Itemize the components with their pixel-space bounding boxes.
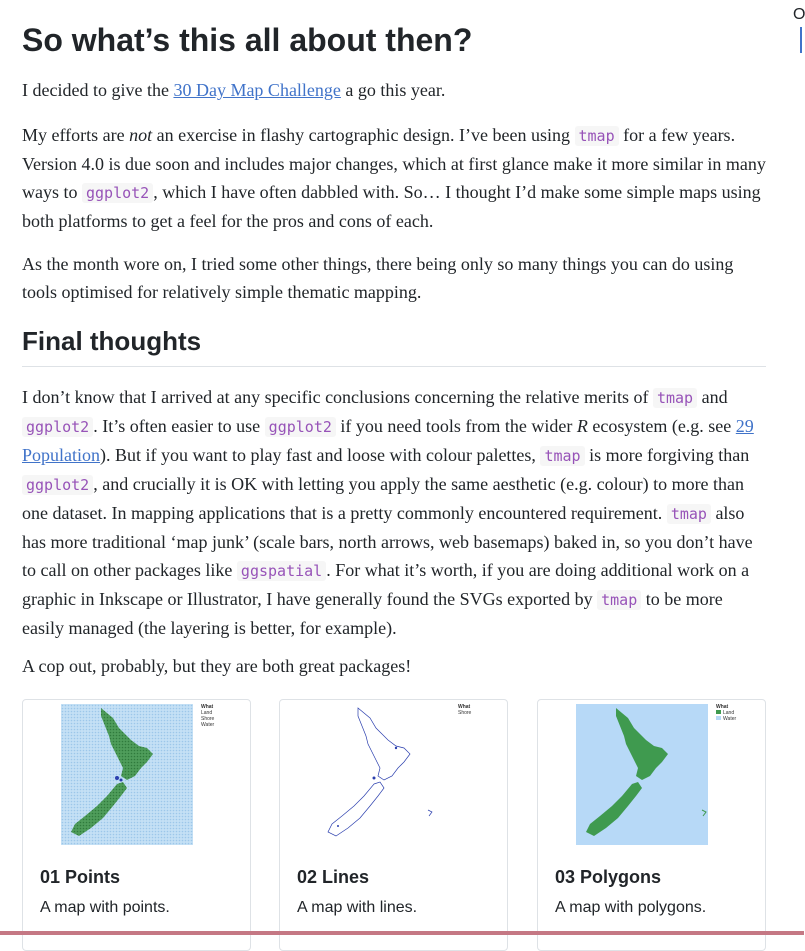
code-ggspatial: ggspatial <box>237 561 326 581</box>
text: for a few years. Version 4.0 is due soon and includes major changes, which at first glance make it more similar in many ways to <box>22 125 766 202</box>
text: , and crucially it is OK with letting you apply the same aesthetic (e.g. colour) to more than one dataset. In mapping applications that is a pretty commonly encountered requirement. <box>22 474 745 523</box>
legend-label: Water <box>723 716 737 722</box>
intro-paragraph <box>22 76 766 104</box>
section-heading-final-thoughts: Final thoughts <box>22 325 766 367</box>
map-card-grid <box>22 699 766 935</box>
closing-paragraph: A cop out, probably, but they are both great packages! <box>22 656 412 676</box>
card-lines[interactable] <box>279 699 508 951</box>
month-paragraph: As the month wore on, I tried some other things, there being only so many things you can do using tools optimised for relatively simple thematic mapping. <box>22 254 734 302</box>
text: ecosystem (e.g. see <box>587 416 736 436</box>
code-tmap: tmap <box>575 126 619 146</box>
legend-title: What <box>201 704 214 710</box>
footer-accent-bar <box>0 931 804 935</box>
emphasis: R <box>576 416 588 436</box>
intro-text: I decided to give the <box>22 80 174 100</box>
card-title: 03 Polygons <box>555 867 662 887</box>
text: if you need tools from the wider <box>335 416 577 436</box>
legend-item-shore: Shore <box>458 710 472 716</box>
text: My efforts are <box>22 125 130 145</box>
text: and <box>697 387 728 407</box>
legend-title: What <box>458 704 471 710</box>
text: I don’t know that I arrived at any specific conclusions concerning the relative merits of <box>22 387 653 407</box>
code-ggplot2: ggplot2 <box>22 475 93 495</box>
emphasis: not <box>129 125 153 145</box>
card-title: 02 Lines <box>297 867 370 887</box>
lines-map-legend <box>458 704 471 716</box>
code-tmap: tmap <box>540 446 584 466</box>
text: , which I have often dabbled with. So… I thought I’d make some simple maps using both platforms to get a feel for the pros and cons of each. <box>22 182 761 231</box>
polygons-map-thumbnail <box>576 704 708 845</box>
map-challenge-link[interactable]: 30 Day Map Challenge <box>173 80 341 100</box>
code-tmap: tmap <box>597 590 641 610</box>
efforts-paragraph <box>22 121 766 235</box>
text: an exercise in flashy cartographic design. I’ve been using <box>152 125 575 145</box>
legend-item-shore: Shore <box>201 716 215 722</box>
intro-text-end: a go this year. <box>340 80 446 100</box>
text: . It’s often easier to use <box>93 416 265 436</box>
text: to be more easily managed (the layering is better, for example). <box>22 589 723 638</box>
points-map-thumbnail <box>61 704 193 845</box>
text: is more forgiving than <box>584 445 750 465</box>
final-thoughts-paragraph <box>22 383 766 642</box>
card-description: A map with points. <box>40 899 170 916</box>
legend-title: What <box>716 704 729 710</box>
code-ggplot2: ggplot2 <box>265 417 336 437</box>
points-map-legend <box>201 704 214 728</box>
population-link[interactable]: 29 Population <box>22 416 754 465</box>
polygons-map-legend <box>716 704 736 722</box>
code-ggplot2: ggplot2 <box>22 417 93 437</box>
toc-active-indicator <box>800 27 802 53</box>
text: also has more traditional ‘map junk’ (scale bars, north arrows, web basemaps) baked in, so you don’t have to call on other packages like <box>22 503 753 580</box>
legend-item-land: Land <box>201 710 213 716</box>
lines-map-thumbnail <box>318 704 450 845</box>
legend-label: Land <box>723 710 735 716</box>
code-tmap: tmap <box>667 504 711 524</box>
card-points[interactable] <box>22 699 251 951</box>
toc-label[interactable]: O <box>793 6 805 23</box>
text: ). But if you want to play fast and loose with colour palettes, <box>100 445 541 465</box>
legend-item-water: Water <box>201 722 215 728</box>
card-description: A map with lines. <box>297 899 418 916</box>
card-description: A map with polygons. <box>555 899 707 916</box>
page-title: So what’s this all about then? <box>22 22 473 58</box>
legend-item-water <box>716 716 736 722</box>
code-tmap: tmap <box>653 388 697 408</box>
card-polygons[interactable] <box>537 699 766 951</box>
text: . For what it’s worth, if you are doing additional work on a graphic in Inkscape or Illustrator, I have generally found the SVGs exported by <box>22 560 750 609</box>
code-ggplot2: ggplot2 <box>82 183 153 203</box>
card-title: 01 Points <box>40 867 121 887</box>
